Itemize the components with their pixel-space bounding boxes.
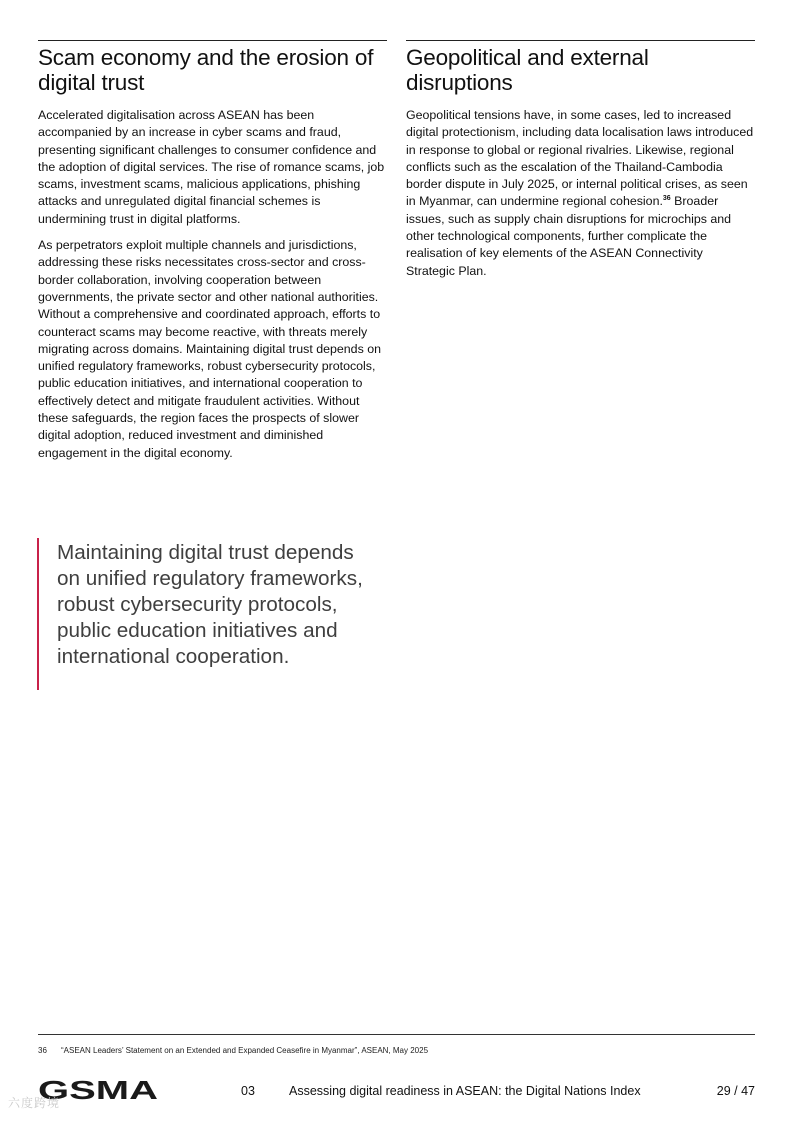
footnote-reference-link[interactable]: 36 — [662, 195, 671, 203]
page-footer — [8, 1078, 755, 1110]
footnote — [38, 1046, 428, 1055]
footnote-divider — [38, 1034, 755, 1035]
pull-quote — [37, 538, 379, 690]
document-title: Assessing digital readiness in ASEAN: the Digital Nations Index — [289, 1084, 641, 1098]
page-number: 29 / 47 — [716, 1084, 755, 1098]
paragraph-text-after-ref: Broader issues, such as supply chain disruptions for microchips and other technological components, further complicate the realisation of key elements of the ASEAN Connectivity Strategic Plan. — [406, 194, 732, 278]
pull-quote-text: Maintaining digital trust depends on unified regulatory frameworks, robust cybersecurity protocols, public education initiatives and international cooperation. — [57, 541, 363, 668]
paragraph-text-before-ref: Geopolitical tensions have, in some cases, led to increased digital protectionism, including data localisation laws introduced in response to global or regional rivalries. Likewise, regional conflicts such as the escalation of the Thailand-Cambodia border dispute in July 2025, or internal political crises, as seen in Myanmar, can undermine regional cohesion. — [406, 108, 754, 209]
footnote-number: 36 — [38, 1046, 47, 1055]
footnote-text: “ASEAN Leaders’ Statement on an Extended and Expanded Ceasefire in Myanmar”, ASEAN, May 2025 — [61, 1046, 429, 1055]
section-heading-scam-economy: Scam economy and the erosion of digital trust — [38, 40, 387, 95]
section-heading-geopolitical: Geopolitical and external disruptions — [406, 40, 755, 95]
watermark: 六度跨境 — [8, 1096, 61, 1110]
right-column — [406, 40, 755, 280]
body-paragraph: As perpetrators exploit multiple channels and jurisdictions, addressing these risks necessitates cross-sector and cross-border collaboration, involving cooperation between governments, the private sector and other national authorities. Without a comprehensive and coordinated approach, efforts to counteract scams may become reactive, with threats merely migrating across domains. Maintaining digital trust depends on unified regulatory frameworks, robust cybersecurity protocols, public education initiatives, and international cooperation to effectively detect and mitigate fraudulent activities. Without these safeguards, the region faces the prospects of slower digital adoption, reduced investment and diminished engagement in the digital economy. — [38, 238, 381, 460]
section-number: 03 — [241, 1084, 255, 1098]
gsma-logo-text: GSMA — [38, 1078, 159, 1102]
body-paragraph: Accelerated digitalisation across ASEAN has been accompanied by an increase in cyber scams and fraud, presenting significant challenges to consumer confidence and the adoption of digital services. The rise of romance scams, job scams, investment scams, malicious applications, phishing attacks and unregulated digital financial schemes is undermining trust in digital platforms. — [38, 108, 385, 226]
left-column — [38, 40, 387, 462]
body-paragraph — [406, 107, 755, 280]
